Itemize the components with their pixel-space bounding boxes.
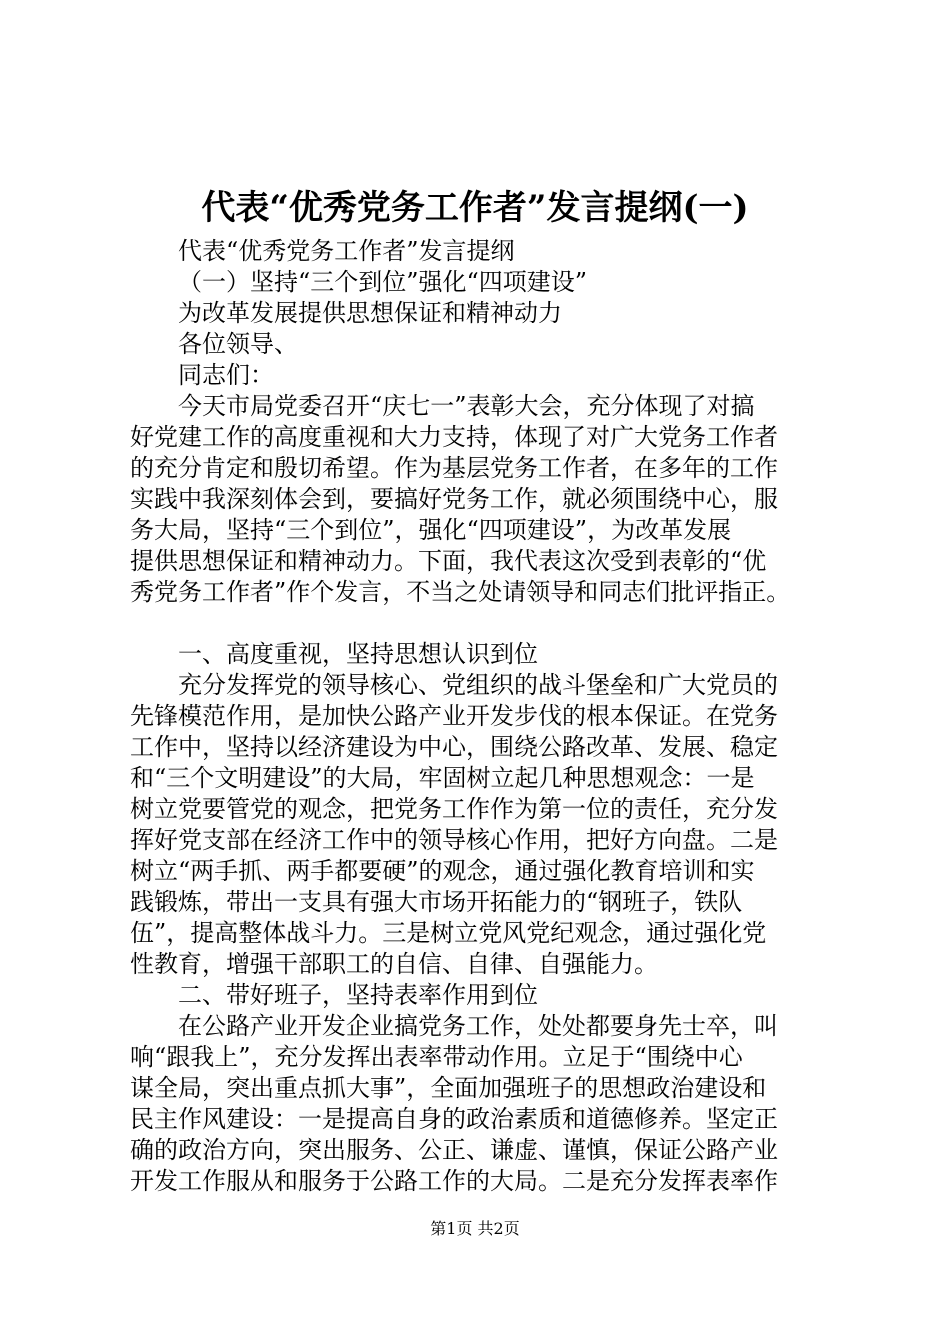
body-line: 民主作风建设：一是提高自身的政治素质和道德修养。坚定正 xyxy=(130,1105,778,1133)
body-line: 响“跟我上”，充分发挥出表率带动作用。立足于“围绕中心 xyxy=(130,1043,743,1071)
body-line: 挥好党支部在经济工作中的领导核心作用，把好方向盘。二是 xyxy=(130,826,778,854)
body-line: 今天市局党委召开“庆七一”表彰大会，充分体现了对搞 xyxy=(178,392,755,420)
section-heading: 二、带好班子，坚持表率作用到位 xyxy=(178,981,538,1009)
body-line: 提供思想保证和精神动力。下面，我代表这次受到表彰的“优 xyxy=(130,547,767,575)
body-line: 实践中我深刻体会到，要搞好党务工作，就必须围绕中心，服 xyxy=(130,485,778,513)
body-line: 好党建工作的高度重视和大力支持，体现了对广大党务工作者 xyxy=(130,423,778,451)
body-line: 践锻炼，带出一支具有强大市场开拓能力的“钢班子，铁队 xyxy=(130,888,743,916)
document-body xyxy=(130,236,850,1197)
body-line: 各位领导、 xyxy=(178,330,298,358)
body-line: 树立“两手抓、两手都要硬”的观念，通过强化教育培训和实 xyxy=(130,857,755,885)
body-line: 充分发挥党的领导核心、党组织的战斗堡垒和广大党员的 xyxy=(178,671,778,699)
body-line: 伍”，提高整体战斗力。三是树立党风党纪观念，通过强化党 xyxy=(130,919,767,947)
body-line: 秀党务工作者”作个发言，不当之处请领导和同志们批评指正。 xyxy=(130,578,791,606)
body-line: 和“三个文明建设”的大局，牢固树立起几种思想观念：一是 xyxy=(130,764,755,792)
body-line: （一）坚持“三个到位”强化“四项建设” xyxy=(178,268,588,296)
body-line: 代表“优秀党务工作者”发言提纲 xyxy=(178,237,515,265)
body-line: 确的政治方向，突出服务、公正、谦虚、谨慎，保证公路产业 xyxy=(130,1136,778,1164)
document-title: 代表“优秀党务工作者”发言提纲(一) xyxy=(201,188,749,228)
section-heading: 一、高度重视，坚持思想认识到位 xyxy=(178,640,538,668)
body-line: 树立党要管党的观念，把党务工作作为第一位的责任，充分发 xyxy=(130,795,778,823)
body-line: 开发工作服从和服务于公路工作的大局。二是充分发挥表率作 xyxy=(130,1167,778,1195)
body-line: 的充分肯定和殷切希望。作为基层党务工作者，在多年的工作 xyxy=(130,454,778,482)
body-line: 工作中，坚持以经济建设为中心，围绕公路改革、发展、稳定 xyxy=(130,733,778,761)
page-footer: 第1页 共2页 xyxy=(430,1219,520,1238)
body-line: 务大局，坚持“三个到位”，强化“四项建设”，为改革发展 xyxy=(130,516,732,544)
body-line: 谋全局，突出重点抓大事”，全面加强班子的思想政治建设和 xyxy=(130,1074,767,1102)
body-line: 在公路产业开发企业搞党务工作，处处都要身先士卒，叫 xyxy=(178,1012,778,1040)
blank-line xyxy=(130,608,850,639)
body-line: 性教育，增强干部职工的自信、自律、自强能力。 xyxy=(130,950,658,978)
body-line: 先锋模范作用，是加快公路产业开发步伐的根本保证。在党务 xyxy=(130,702,778,730)
body-line: 为改革发展提供思想保证和精神动力 xyxy=(178,299,562,327)
body-line: 同志们： xyxy=(178,361,274,389)
